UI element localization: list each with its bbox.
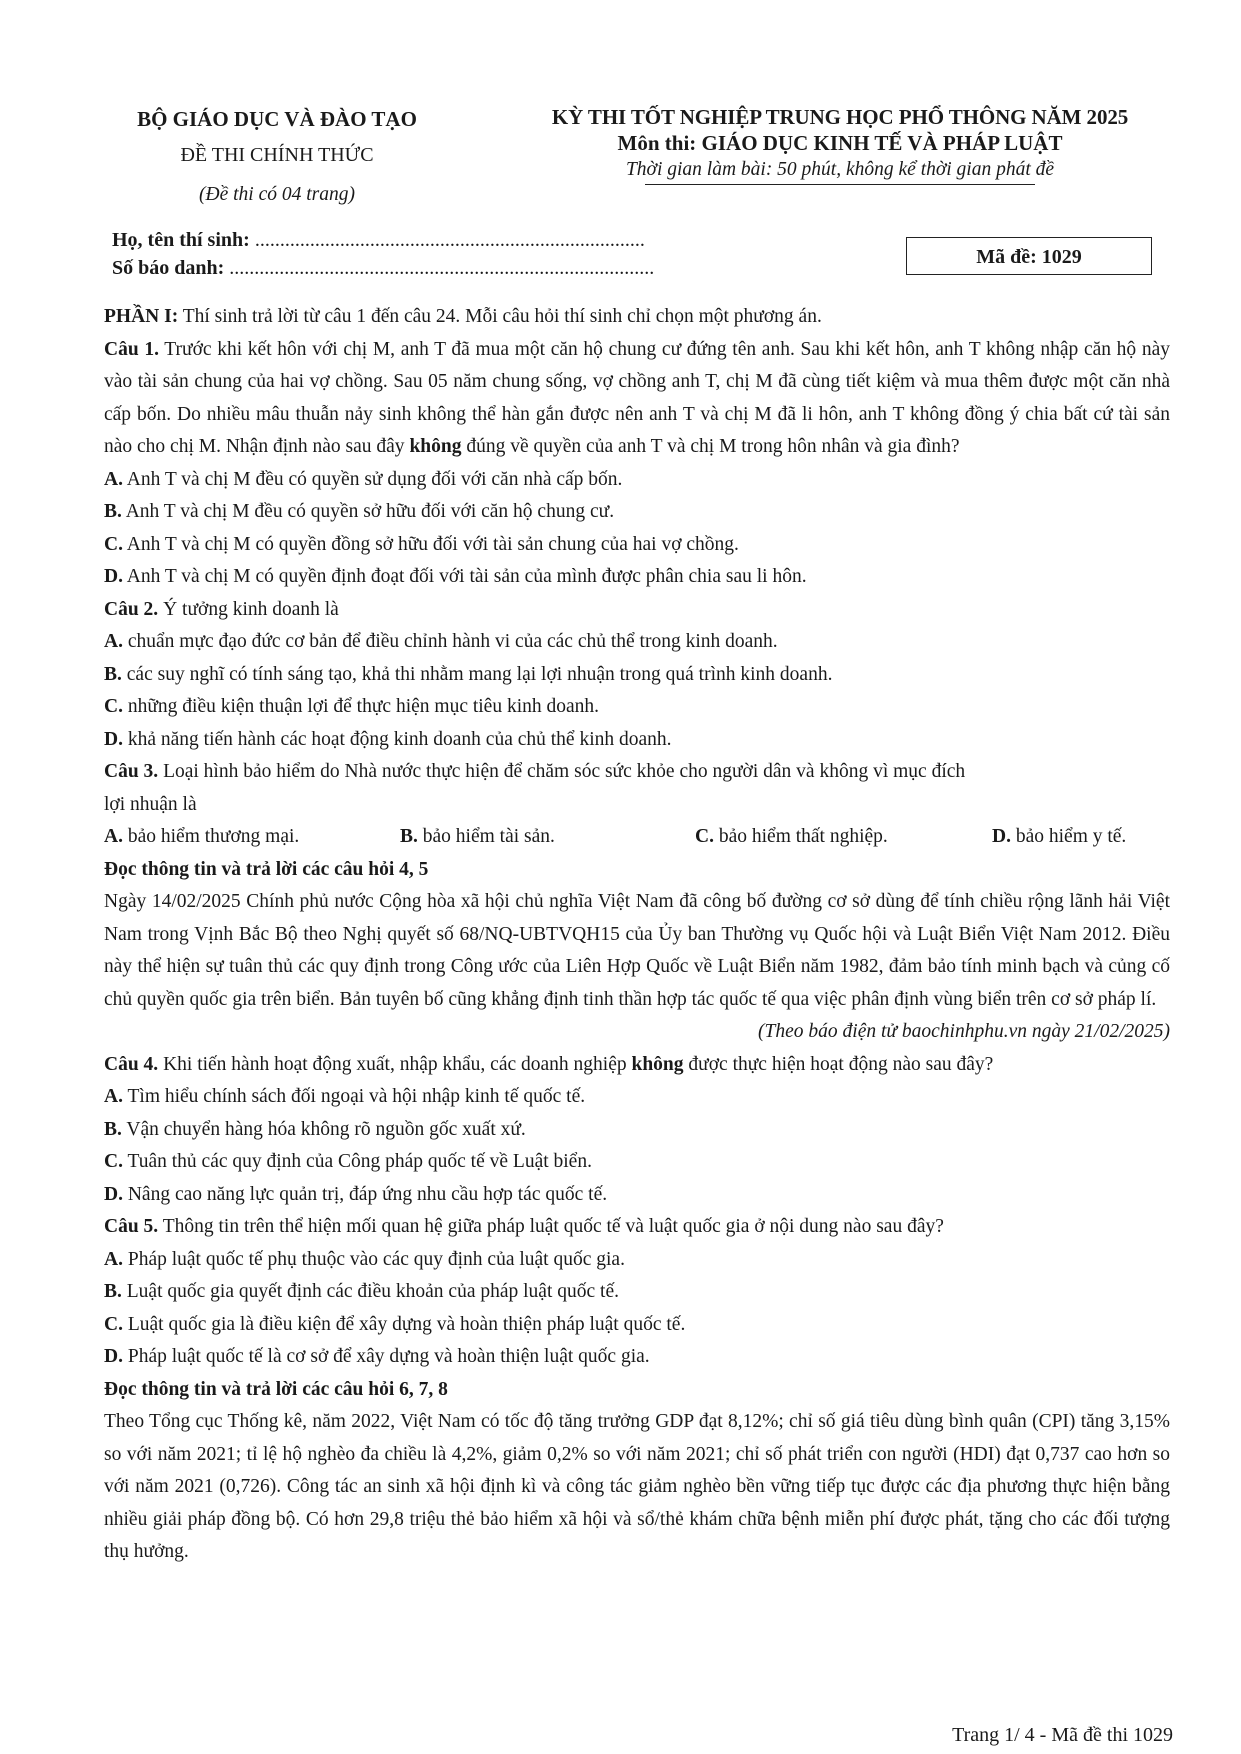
option-text: những điều kiện thuận lợi để thực hiện mục tiêu kinh doanh.	[122, 696, 600, 717]
q5-option-a[interactable]	[104, 1244, 1170, 1277]
question-2	[104, 594, 1170, 627]
option-key: A.	[104, 468, 123, 490]
candidate-name-label: Họ, tên thí sinh:	[112, 229, 250, 251]
option-text: bảo hiểm thất nghiệp.	[713, 826, 888, 847]
option-text: Anh T và chị M đều có quyền sử dụng đối với căn nhà cấp bốn.	[122, 468, 623, 490]
q1-option-b[interactable]	[104, 496, 1170, 529]
q4-option-b[interactable]	[104, 1114, 1170, 1147]
option-key: A.	[104, 1248, 123, 1270]
option-key: D.	[992, 826, 1011, 847]
option-text: Nâng cao năng lực quản trị, đáp ứng nhu cầu hợp tác quốc tế.	[122, 1183, 608, 1205]
question-1	[104, 334, 1170, 464]
q5-option-b[interactable]	[104, 1276, 1170, 1309]
option-key: B.	[104, 501, 122, 522]
question-2-label: Câu 2.	[104, 598, 159, 620]
question-1-emph: không	[409, 436, 462, 457]
info-6-7-8-heading	[104, 1374, 1170, 1407]
page-count-note: (Đề thi có 04 trang)	[199, 184, 355, 205]
option-key: C.	[104, 1313, 123, 1335]
page-footer: Trang 1/ 4 - Mã đề thi 1029	[952, 1724, 1173, 1746]
info-heading-text: Đọc thông tin và trả lời các câu hỏi 6, 7, 8	[104, 1378, 448, 1400]
q1-option-c[interactable]	[104, 529, 1170, 562]
option-key: B.	[104, 1281, 122, 1302]
question-1-label: Câu 1.	[104, 338, 159, 360]
question-3-continuation: lợi nhuận là	[104, 793, 197, 815]
option-key: D.	[104, 1346, 123, 1367]
option-text: khả năng tiến hành các hoạt động kinh doanh của chủ thể kinh doanh.	[122, 728, 672, 750]
ministry-name: BỘ GIÁO DỤC VÀ ĐÀO TẠO	[137, 107, 417, 131]
option-key: D.	[104, 1183, 123, 1205]
q3-option-b[interactable]	[400, 821, 695, 854]
question-1-text-a: Trước khi kết hôn với chị M, anh T đã mua một căn hộ chung cư đứng tên anh. Sau khi kết hôn, anh T không nhập căn hộ này vào tài sản chung của hai vợ chồng. Sau 05 năm chung sống, vợ chồng anh T, chị M đã cùng tiết kiệm và mua thêm được một căn nhà cấp bốn. Do nhiều mâu thuẫn nảy sinh không thể hàn gắn được nên anh T và chị M đã li hôn, anh T không đồng ý chia bất cứ tài sản nào cho chị M. Nhận định nào sau đây	[104, 338, 1170, 457]
official-exam-label: ĐỀ THI CHÍNH THỨC	[180, 144, 374, 166]
exam-body	[104, 301, 1170, 1569]
option-key: B.	[104, 663, 122, 685]
option-text: Luật quốc gia quyết định các điều khoản của pháp luật quốc tế.	[121, 1281, 619, 1302]
candidate-name-line	[112, 227, 692, 253]
option-text: chuẩn mực đạo đức cơ bản để điều chỉnh hành vi của các chủ thể trong kinh doanh.	[122, 631, 778, 652]
question-5	[104, 1211, 1170, 1244]
question-4-text-b: được thực hiện hoạt động nào sau đây?	[683, 1053, 994, 1075]
subject-title: Môn thi: GIÁO DỤC KINH TẾ VÀ PHÁP LUẬT	[617, 131, 1063, 155]
question-1-text-b: đúng về quyền của anh T và chị M trong hôn nhân và gia đình?	[461, 436, 960, 457]
question-3	[104, 756, 1170, 789]
option-text: bảo hiểm thương mại.	[122, 826, 300, 847]
option-key: A.	[104, 631, 123, 652]
q1-option-a[interactable]	[104, 464, 1170, 497]
part-instruction	[104, 301, 1170, 334]
option-text: Anh T và chị M có quyền định đoạt đối với tài sản của mình được phân chia sau li hôn.	[122, 566, 807, 587]
q4-option-c[interactable]	[104, 1146, 1170, 1179]
question-4-label: Câu 4.	[104, 1053, 159, 1075]
info-4-5-heading	[104, 854, 1170, 887]
part-text: Thí sinh trả lời từ câu 1 đến câu 24. Mỗi câu hỏi thí sinh chỉ chọn một phương án.	[178, 306, 822, 327]
option-text: các suy nghĩ có tính sáng tạo, khả thi nhằm mang lại lợi nhuận trong quá trình kinh doanh.	[121, 663, 833, 685]
option-key: B.	[104, 1118, 122, 1140]
q2-option-a[interactable]	[104, 626, 1170, 659]
question-4-text-a: Khi tiến hành hoạt động xuất, nhập khẩu, các doanh nghiệp	[158, 1053, 632, 1075]
header-rule	[645, 184, 1035, 185]
option-text: Anh T và chị M đều có quyền sở hữu đối với căn hộ chung cư.	[121, 501, 615, 522]
q2-option-c[interactable]	[104, 691, 1170, 724]
part-label: PHẦN I:	[104, 306, 179, 327]
option-text: Tìm hiểu chính sách đối ngoại và hội nhập kinh tế quốc tế.	[122, 1086, 586, 1107]
q5-option-d[interactable]	[104, 1341, 1170, 1374]
q3-option-a[interactable]	[104, 821, 400, 854]
option-text: bảo hiểm tài sản.	[417, 826, 555, 847]
info-heading-text: Đọc thông tin và trả lời các câu hỏi 4, 5	[104, 858, 429, 880]
candidate-id-line	[112, 255, 692, 281]
question-3-label: Câu 3.	[104, 761, 159, 782]
info-6-7-8-passage: Theo Tổng cục Thống kê, năm 2022, Việt Nam có tốc độ tăng trưởng GDP đạt 8,12%; chỉ số giá tiêu dùng bình quân (CPI) tăng 3,15% so với năm 2021; tỉ lệ hộ nghèo đa chiều là 4,2%, giảm 0,2% so với năm 2021; chỉ số phát triển con người (HDI) đạt 0,737 cao hơn so với năm 2021 (0,726). Công tác an sinh xã hội định kì và công tác giảm nghèo bền vững tiếp tục được các địa phương thực hiện bằng nhiều giải pháp đồng bộ. Có hơn 29,8 triệu thẻ bảo hiểm xã hội và sổ/thẻ khám chữa bệnh miễn phí được phát, tặng cho các đối tượng thụ hưởng.	[104, 1411, 1170, 1562]
option-key: B.	[400, 826, 418, 847]
option-key: D.	[104, 566, 123, 587]
q2-option-b[interactable]	[104, 659, 1170, 692]
question-4	[104, 1049, 1170, 1082]
q4-option-d[interactable]	[104, 1179, 1170, 1212]
header-right	[480, 104, 1200, 185]
question-2-text: Ý tưởng kinh doanh là	[158, 598, 339, 620]
question-5-text: Thông tin trên thể hiện mối quan hệ giữa pháp luật quốc tế và luật quốc gia ở nội dung nào sau đây?	[158, 1216, 944, 1237]
question-4-emph: không	[631, 1053, 684, 1075]
option-text: Luật quốc gia là điều kiện để xây dựng và hoàn thiện pháp luật quốc tế.	[122, 1313, 686, 1335]
exam-title: KỲ THI TỐT NGHIỆP TRUNG HỌC PHỔ THÔNG NĂM 2025	[551, 105, 1129, 129]
info-4-5-passage: Ngày 14/02/2025 Chính phủ nước Cộng hòa xã hội chủ nghĩa Việt Nam đã công bố đường cơ sở dùng để tính chiều rộng lãnh hải Việt Nam trong Vịnh Bắc Bộ theo Nghị quyết số 68/NQ-UBTVQH15 của Ủy ban Thường vụ Quốc hội và Luật Biển Việt Nam 2012. Điều này thể hiện sự tuân thủ các quy định trong Công ước của Liên Hợp Quốc về Luật Biển năm 1982, đảm bảo tính minh bạch và củng cố chủ quyền quốc gia trên biển. Bản tuyên bố cũng khẳng định tinh thần hợp tác quốc tế qua việc phân định vùng biển trên cơ sở pháp lí.	[104, 891, 1170, 1010]
candidate-id-dots: .....................................................................................	[224, 257, 655, 279]
question-5-label: Câu 5.	[104, 1216, 159, 1237]
option-text: Anh T và chị M có quyền đồng sở hữu đối với tài sản chung của hai vợ chồng.	[122, 533, 739, 555]
option-key: C.	[104, 696, 123, 717]
candidate-id-label: Số báo danh:	[112, 257, 225, 279]
option-key: D.	[104, 728, 123, 750]
q3-options-row	[104, 821, 1170, 854]
q3-option-c[interactable]	[695, 821, 992, 854]
option-key: A.	[104, 1086, 123, 1107]
q5-option-c[interactable]	[104, 1309, 1170, 1342]
q4-option-a[interactable]	[104, 1081, 1170, 1114]
option-key: A.	[104, 826, 123, 847]
option-text: bảo hiểm y tế.	[1010, 826, 1127, 847]
option-text: Pháp luật quốc tế là cơ sở để xây dựng và hoàn thiện luật quốc gia.	[122, 1346, 650, 1367]
exam-code-box: Mã đề: 1029	[906, 237, 1152, 275]
time-note: Thời gian làm bài: 50 phút, không kể thời gian phát đề	[625, 159, 1055, 180]
q2-option-d[interactable]	[104, 724, 1170, 757]
q1-option-d[interactable]	[104, 561, 1170, 594]
q3-option-d[interactable]	[992, 821, 1126, 854]
info-4-5-source: (Theo báo điện tử baochinhphu.vn ngày 21/02/2025)	[758, 1021, 1170, 1042]
header-left	[112, 104, 442, 210]
candidate-name-dots: ..............................................................................	[249, 229, 645, 251]
option-key: C.	[695, 826, 714, 847]
option-text: Vận chuyển hàng hóa không rõ nguồn gốc xuất xứ.	[121, 1118, 526, 1140]
option-text: Tuân thủ các quy định của Công pháp quốc tế về Luật biển.	[122, 1151, 592, 1172]
option-text: Pháp luật quốc tế phụ thuộc vào các quy định của luật quốc gia.	[122, 1248, 625, 1270]
question-3-text-a: Loại hình bảo hiểm do Nhà nước thực hiện để chăm sóc sức khỏe cho người dân và không vì mục đích	[158, 761, 966, 782]
option-key: C.	[104, 1151, 123, 1172]
option-key: C.	[104, 533, 123, 555]
